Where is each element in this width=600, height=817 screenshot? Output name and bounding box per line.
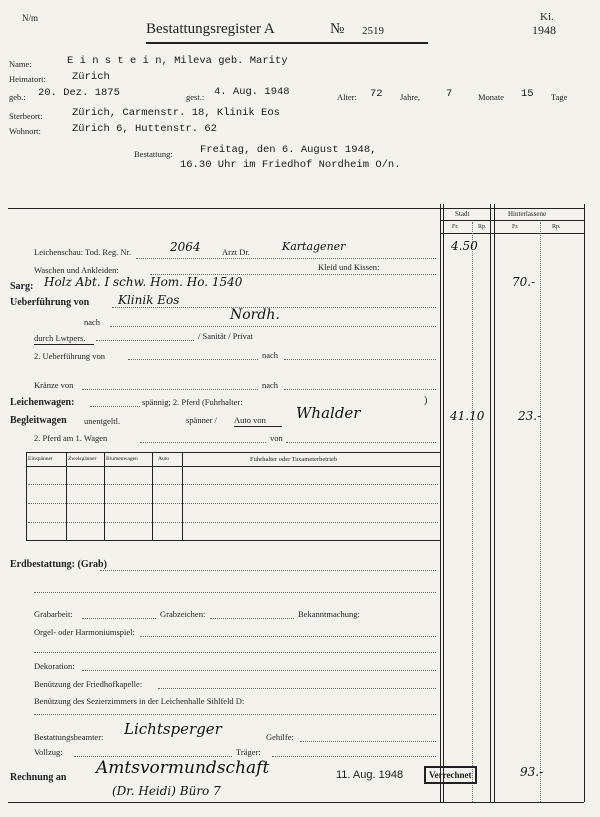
nach2-label: nach <box>262 350 279 360</box>
verrechnet-stamp: Verrechnet <box>424 766 477 784</box>
column-subheader-divider <box>440 233 584 234</box>
grabarbeit-line <box>82 618 156 619</box>
amount-hint-total: 93.- <box>520 765 544 779</box>
geb-value: 20. Dez. 1875 <box>38 87 120 99</box>
bestattung-label: Bestattung: <box>134 149 173 159</box>
jahre-value: 7 <box>446 88 453 100</box>
table-bottom-border <box>8 802 584 803</box>
heimatort-value: Zürich <box>72 71 110 83</box>
beamter-handwritten: Lichtsperger <box>124 720 222 738</box>
subtable-header-einspaenner: Einspänner <box>28 456 53 462</box>
auto-von-label: Auto von <box>234 415 266 425</box>
stadt-rp-header: Rp. <box>478 224 487 230</box>
column-line-stadt-rp <box>472 222 473 802</box>
wohnort-value: Zürich 6, Huttenstr. 62 <box>72 123 217 135</box>
heimatort-label: Heimatort: <box>9 74 46 84</box>
gest-label: gest.: <box>186 92 205 102</box>
leichenwagen-line <box>90 406 140 407</box>
column-line-hinterlassene-double <box>494 204 495 802</box>
sanitaet-label: / Sanität / Privat <box>198 331 254 341</box>
auto-von-underline <box>234 426 282 427</box>
corner-year: 1948 <box>532 23 556 37</box>
traeger-line <box>272 756 436 757</box>
gehilfe-line <box>300 741 436 742</box>
sterbeort-label: Sterbeort: <box>9 111 43 121</box>
grabzeichen-line <box>210 618 294 619</box>
amount-stadt-2: 41.10 <box>450 409 485 423</box>
ueberfuehrung2-line <box>128 359 258 360</box>
column-line-stadt-double <box>443 204 444 802</box>
hinterlassene-header: Hinterlassene <box>508 210 547 218</box>
subtable-row-line-2 <box>28 503 438 504</box>
arzt-name: Kartagener <box>282 240 346 253</box>
nach3-line <box>284 389 436 390</box>
bestattung-line-1: Freitag, den 6. August 1948, <box>200 144 377 156</box>
rechnung-label: Rechnung an <box>10 772 67 783</box>
table-right-border <box>584 204 585 802</box>
sarg-handwritten: Holz Abt. I schw. Hom. Ho. 1540 <box>44 275 243 289</box>
page-title: Bestattungsregister A <box>146 21 275 37</box>
durch-label: durch Lwtpers. <box>34 333 86 343</box>
ueberfuehrung-label: Ueberführung von <box>10 297 90 308</box>
orgel-line <box>140 636 436 637</box>
jahre-label: Jahre, <box>400 92 421 102</box>
subtable-header-zweispaenner: Zweispänner <box>68 456 97 462</box>
erdbestattung-label: Erdbestattung: (Grab) <box>10 559 107 570</box>
tod-reg-nr: 2064 <box>170 240 201 254</box>
subtable-row-line-3 <box>28 522 438 523</box>
column-header-divider <box>440 220 584 221</box>
durch-line <box>96 340 194 341</box>
durch-underline <box>34 344 94 345</box>
column-line-hinterlassene <box>490 204 491 802</box>
subtable-header-line <box>26 466 440 467</box>
amount-hint-1: 70.- <box>512 275 536 289</box>
ueberfuehrung-from: Klinik Eos <box>118 293 180 307</box>
stadt-fr-header: Fr. <box>452 224 459 230</box>
alter-value: 72 <box>370 88 383 100</box>
nach3-label: nach <box>262 380 279 390</box>
waschen-label: Waschen und Ankleiden: <box>34 265 119 275</box>
begleitwagen-label: Begleitwagen <box>10 415 67 426</box>
kleid-label: Kleid und Kissen: <box>318 262 380 272</box>
nach-line <box>110 326 436 327</box>
nach2-line <box>284 359 436 360</box>
orgel-label: Orgel- oder Harmoniumspiel: <box>34 627 135 637</box>
vollzug-line <box>74 756 232 757</box>
erdbestattung-line-2 <box>34 592 436 593</box>
ueberfuehrung2-label: 2. Ueberführung von <box>34 351 106 361</box>
subtable-top <box>26 452 440 453</box>
gehilfe-label: Gehilfe: <box>266 732 294 742</box>
erdbestattung-line <box>100 570 436 571</box>
auto-handwritten: Whalder <box>296 404 361 422</box>
hint-fr-header: Fr. <box>512 224 519 230</box>
pferd2-line <box>140 442 266 443</box>
tage-label: Tage <box>551 92 568 102</box>
arzt-label: Arzt Dr. <box>222 247 250 257</box>
vollzug-label: Vollzug: <box>34 747 63 757</box>
sterbeort-value: Zürich, Carmenstr. 18, Klinik Eos <box>72 107 280 119</box>
title-underline <box>146 42 428 44</box>
wohnort-label: Wohnort: <box>9 126 41 136</box>
rechnung-date-stamp: 11. Aug. 1948 <box>336 769 404 781</box>
leichenwagen-label: Leichenwagen: <box>10 397 75 408</box>
beamter-label: Bestattungsbeamter: <box>34 732 104 742</box>
rechnung-handwritten-1: Amtsvormundschaft <box>96 758 270 778</box>
spaennig-close-paren: ) <box>424 395 428 406</box>
gest-value: 4. Aug. 1948 <box>214 86 290 98</box>
von-label: von <box>270 433 283 443</box>
orgel-line-2 <box>34 652 436 653</box>
amount-hint-2: 23.- <box>518 409 542 423</box>
grabarbeit-label: Grabarbeit: <box>34 609 73 619</box>
subtable-header-fuhrhalter: Fuhrhalter oder Taxameterbetrieb <box>250 456 338 463</box>
title-number-sign: № <box>330 21 345 37</box>
rechnung-handwritten-2: (Dr. Heidi) Büro 7 <box>112 784 221 798</box>
subtable-col-3 <box>152 452 153 540</box>
corner-mark-right: Ki. <box>540 11 554 23</box>
register-number: 2519 <box>362 25 384 37</box>
amount-stadt-1: 4.50 <box>451 239 478 253</box>
leichenschau-label: Leichenschau: Tod. Reg. Nr. <box>34 247 131 257</box>
friedhofkapelle-line <box>158 688 436 689</box>
sezierzimmer-line <box>34 714 436 715</box>
friedhofkapelle-label: Benützung der Friedhofkapelle: <box>34 679 143 689</box>
hint-rp-header: Rp. <box>552 224 561 230</box>
subtable-left <box>26 452 27 540</box>
pferd2-label: 2. Pferd am 1. Wagen <box>34 433 108 443</box>
nach-handwritten: Nordh. <box>230 307 280 323</box>
unentgeltl-label: unentgeltl. <box>84 416 121 426</box>
kraenze-label: Kränze von <box>34 380 74 390</box>
name-value: E i n s t e i n, Mileva geb. Marity <box>67 55 288 67</box>
leichenschau-line <box>136 258 436 259</box>
bestattung-line-2: 16.30 Uhr im Friedhof Nordheim O/n. <box>180 159 401 171</box>
stadt-header: Stadt <box>455 210 470 218</box>
corner-mark-left: N/m <box>22 13 39 23</box>
subtable-row-line-1 <box>28 484 438 485</box>
spaennig-label: spännig; 2. Pferd (Fuhrhalter: <box>142 397 243 407</box>
spaenner-label: spänner / <box>186 415 217 425</box>
dekoration-label: Dekoration: <box>34 661 75 671</box>
name-label: Name: <box>9 59 32 69</box>
traeger-label: Träger: <box>236 747 261 757</box>
sezierzimmer-label: Benützung des Sezierzimmers in der Leichenhalle Sihlfeld D: <box>34 696 245 706</box>
monate-value: 15 <box>521 88 534 100</box>
subtable-bottom <box>26 540 440 541</box>
nach-label: nach <box>84 317 101 327</box>
column-line-hint-rp <box>540 222 541 802</box>
bekanntmachung-label: Bekanntmachung: <box>298 609 360 619</box>
alter-label: Alter: <box>337 92 357 102</box>
subtable-header-blumenwagen: Blumenwagen <box>106 456 138 462</box>
subtable-col-1 <box>66 452 67 540</box>
dekoration-line <box>82 670 436 671</box>
subtable-col-2 <box>104 452 105 540</box>
sarg-label: Sarg: <box>10 281 34 292</box>
kraenze-line <box>82 389 258 390</box>
table-top-border <box>8 208 584 209</box>
von-line <box>286 442 436 443</box>
grabzeichen-label: Grabzeichen: <box>160 609 206 619</box>
geb-label: geb.: <box>9 92 26 102</box>
subtable-header-auto: Auto <box>158 456 169 462</box>
monate-label: Monate <box>478 92 504 102</box>
subtable-col-4 <box>182 452 183 540</box>
column-line-stadt <box>440 204 441 802</box>
